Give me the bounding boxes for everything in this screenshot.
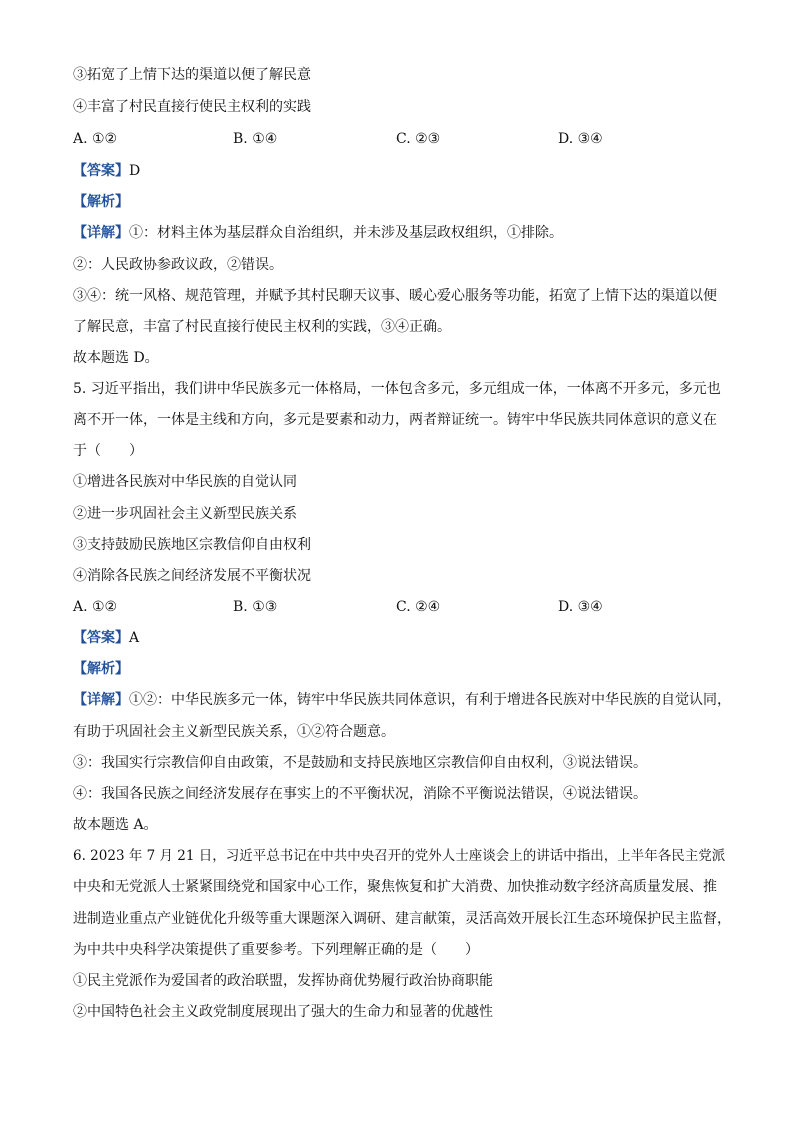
detail-text: ①②：中华民族多元一体，铸牢中华民族共同体意识，有利于增进各民族对中华民族的自觉认同， <box>129 692 731 708</box>
detail-tag: 【详解】 <box>73 225 129 241</box>
q4-analysis-heading <box>73 193 733 211</box>
detail-text: ①：材料主体为基层群众自治组织，并未涉及基层政权组织，①排除。 <box>129 225 563 241</box>
q4-choice-b: B. ①④ <box>233 131 278 147</box>
q6-option-2: ②中国特色社会主义政党制度展现出了强大的生命力和显著的优越性 <box>73 1004 493 1020</box>
q5-detail-2: ③：我国实行宗教信仰自由政策，不是鼓励和支持民族地区宗教信仰自由权利，③说法错误。 <box>73 755 647 771</box>
q4-detail-3a: ③④：统一风格、规范管理，并赋予其村民聊天议事、暖心爱心服务等功能，拓宽了上情下达的渠道以便 <box>73 288 717 304</box>
q4-choice-d: D. ③④ <box>558 131 603 147</box>
analysis-tag: 【解析】 <box>73 194 129 210</box>
q5-option-2: ②进一步巩固社会主义新型民族关系 <box>73 506 297 522</box>
q6-option-1: ①民主党派作为爱国者的政治联盟，发挥协商优势履行政治协商职能 <box>73 973 493 989</box>
answer-tag: 【答案】 <box>73 630 129 646</box>
q6-stem-c: 进制造业重点产业链优化升级等重大课题深入调研、建言献策，灵活高效开展长江生态环境保护民主监督， <box>73 911 731 927</box>
q5-choice-c: C. ②④ <box>396 599 441 615</box>
q4-choice-c: C. ②③ <box>396 131 441 147</box>
q4-conclusion: 故本题选 D。 <box>73 350 159 366</box>
q5-option-4: ④消除各民族之间经济发展不平衡状况 <box>73 568 311 584</box>
q4-detail-1 <box>73 224 733 242</box>
q5-option-3: ③支持鼓励民族地区宗教信仰自由权利 <box>73 537 311 553</box>
detail-tag: 【详解】 <box>73 692 129 708</box>
q4-detail-2: ②：人民政协参政议政，②错误。 <box>73 257 283 273</box>
q5-conclusion: 故本题选 A。 <box>73 817 158 833</box>
q5-option-1: ①增进各民族对中华民族的自觉认同 <box>73 474 297 490</box>
q4-choices <box>73 130 733 148</box>
q5-stem-c: 于（ ） <box>73 443 143 459</box>
answer-tag: 【答案】 <box>73 163 129 179</box>
answer-value: D <box>129 163 141 179</box>
q4-choice-a: A. ①② <box>73 131 118 147</box>
q6-stem-b: 中央和无党派人士紧紧围绕党和国家中心工作，聚焦恢复和扩大消费、加快推动数字经济高质量发展、推 <box>73 879 717 895</box>
q6-stem-a: 6. 2023 年 7 月 21 日，习近平总书记在中共中央召开的党外人士座谈会上的讲话中指出，上半年各民主党派 <box>73 848 726 864</box>
q4-option-3: ③拓宽了上情下达的渠道以便了解民意 <box>73 67 311 83</box>
q6-stem-d: 为中共中央科学决策提供了重要参考。下列理解正确的是（ ） <box>73 942 479 958</box>
q4-answer <box>73 162 733 180</box>
q5-choice-d: D. ③④ <box>558 599 603 615</box>
q5-detail-1b: 有助于巩固社会主义新型民族关系，①②符合题意。 <box>73 724 395 740</box>
q5-detail-3: ④：我国各民族之间经济发展存在事实上的不平衡状况，消除不平衡说法错误，④说法错误。 <box>73 786 647 802</box>
analysis-tag: 【解析】 <box>73 661 129 677</box>
q5-answer <box>73 629 733 647</box>
q4-option-4: ④丰富了村民直接行使民主权利的实践 <box>73 99 311 115</box>
q5-choices <box>73 598 733 616</box>
answer-value: A <box>129 630 140 646</box>
q4-detail-3b: 了解民意，丰富了村民直接行使民主权利的实践，③④正确。 <box>73 319 451 335</box>
q5-choice-b: B. ①③ <box>233 599 278 615</box>
q5-detail-1a <box>73 691 733 709</box>
q5-stem-b: 离不开一体，一体是主线和方向，多元是要素和动力，两者辩证统一。铸牢中华民族共同体意识的意义在 <box>73 412 717 428</box>
q5-choice-a: A. ①② <box>73 599 118 615</box>
q5-stem-a: 5. 习近平指出，我们讲中华民族多元一体格局，一体包含多元，多元组成一体，一体离不开多元，多元也 <box>73 381 721 397</box>
q5-analysis-heading <box>73 660 733 678</box>
